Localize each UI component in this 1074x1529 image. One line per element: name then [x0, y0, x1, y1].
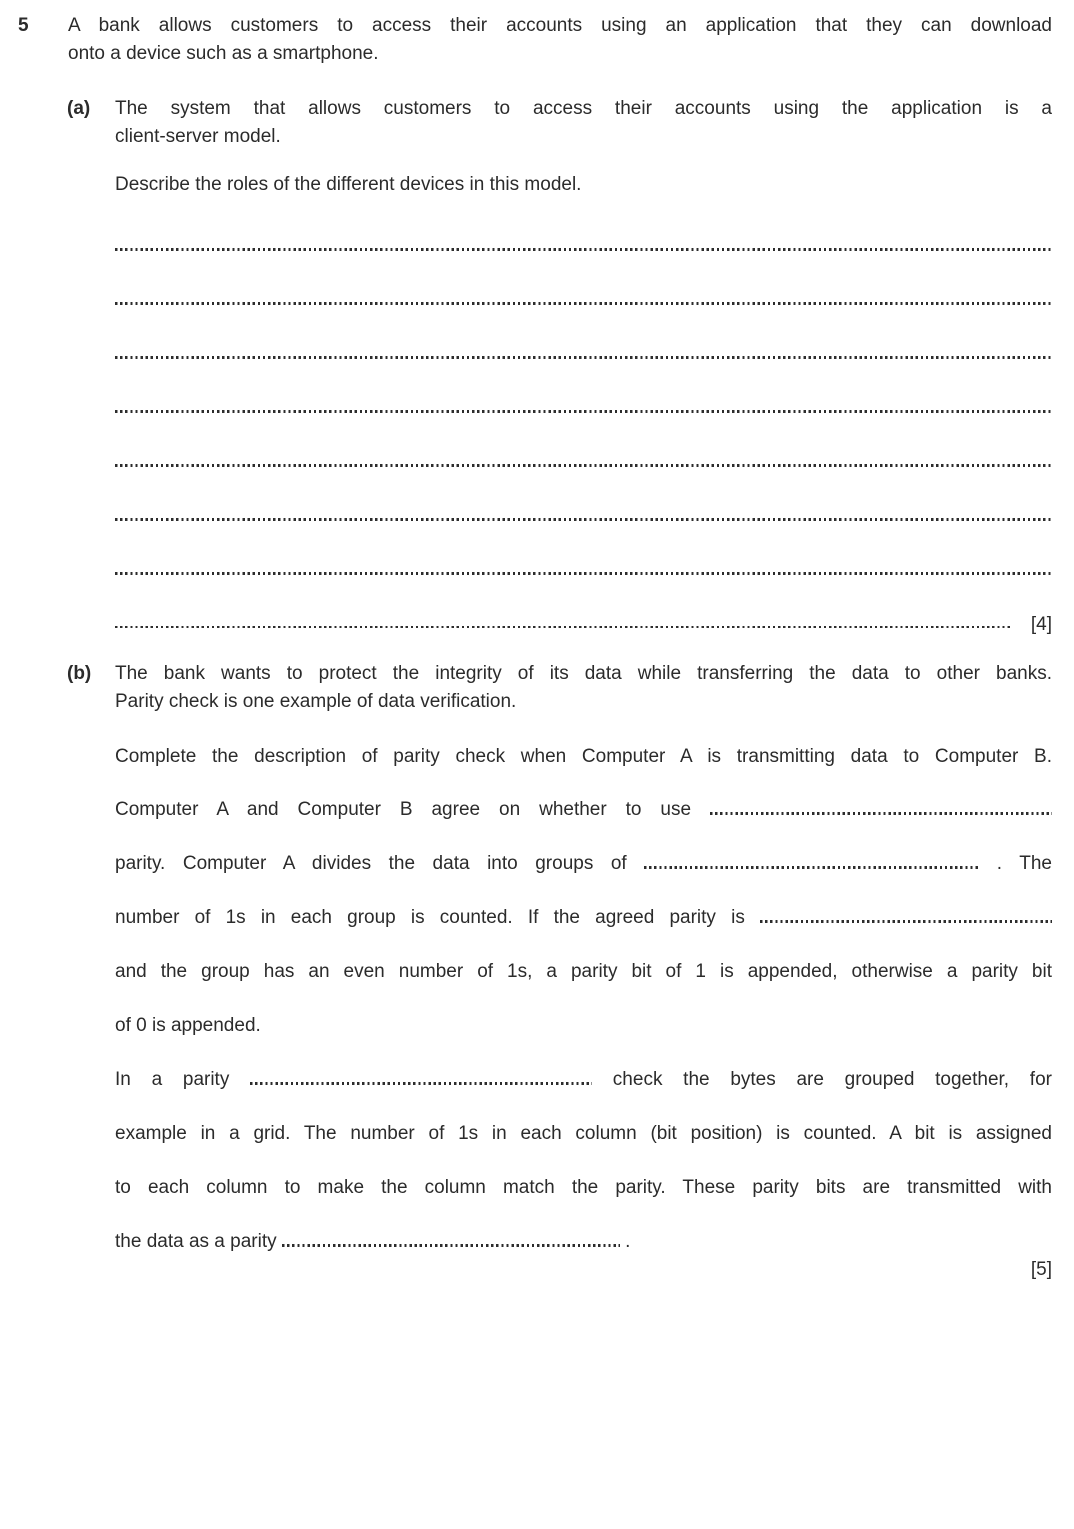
- fill-text: parity. Computer A divides the data into groups of: [115, 853, 645, 874]
- question-intro: [68, 12, 1052, 68]
- fill-line: [115, 958, 1052, 986]
- part-b-body: [115, 660, 1052, 1282]
- answer-line[interactable]: [115, 572, 1051, 575]
- fill-text: check the bytes are grouped together, for: [592, 1069, 1052, 1090]
- answer-blank[interactable]: [710, 812, 1052, 815]
- question-5: [18, 12, 1052, 68]
- answer-line[interactable]: [115, 356, 1051, 359]
- part-a-answer-area: [115, 248, 1052, 628]
- fill-line: [115, 1120, 1052, 1148]
- question-intro-line: onto a device such as a smartphone.: [68, 43, 379, 64]
- fill-line: [115, 1012, 1052, 1040]
- answer-line[interactable]: [115, 464, 1051, 467]
- answer-line[interactable]: [115, 302, 1051, 305]
- fill-line: [115, 850, 1052, 878]
- question-number: 5: [18, 15, 29, 36]
- fill-line: [115, 1174, 1052, 1202]
- part-a-body: [115, 95, 1052, 628]
- answer-line[interactable]: [115, 248, 1051, 251]
- answer-blank[interactable]: [250, 1082, 592, 1085]
- part-b-marks: [5]: [1030, 1259, 1052, 1280]
- answer-blank[interactable]: [282, 1244, 620, 1247]
- part-a-intro-line: client-server model.: [115, 126, 281, 147]
- fill-text: example in a grid. The number of 1s in each column (bit position) is counted. A bit is assigned: [115, 1123, 1052, 1144]
- answer-blank[interactable]: [644, 866, 979, 869]
- part-a-intro-line: The system that allows customers to access their accounts using the application is a: [115, 98, 1052, 119]
- answer-line[interactable]: [115, 626, 1010, 629]
- part-b-intro-line: The bank wants to protect the integrity of its data while transferring the data to other banks.: [115, 663, 1052, 684]
- part-b-intro-line: Parity check is one example of data verification.: [115, 691, 517, 712]
- part-a-label: (a): [67, 98, 91, 119]
- fill-line: [115, 1228, 1052, 1256]
- part-a-prompt: Describe the roles of the different devices in this model.: [115, 174, 582, 195]
- fill-text: .: [619, 1231, 631, 1252]
- fill-text: the data as a parity: [115, 1231, 282, 1252]
- part-a-marks: [4]: [1030, 614, 1052, 635]
- part-b-fill-area: [115, 796, 1052, 1256]
- fill-text: . The: [979, 853, 1052, 874]
- fill-text: number of 1s in each group is counted. If the agreed parity is: [115, 907, 760, 928]
- question-intro-line: A bank allows customers to access their accounts using an application that they can download: [68, 15, 1052, 36]
- fill-text: Computer A and Computer B agree on whether to use: [115, 799, 710, 820]
- fill-text: and the group has an even number of 1s, a parity bit of 1 is appended, otherwise a parity bit: [115, 961, 1052, 982]
- answer-line[interactable]: [115, 410, 1051, 413]
- part-b: [67, 660, 1052, 1282]
- part-b-prompt: Complete the description of parity check when Computer A is transmitting data to Computer B.: [115, 746, 1052, 767]
- answer-blank[interactable]: [760, 920, 1052, 923]
- fill-line: [115, 796, 1052, 824]
- answer-line[interactable]: [115, 518, 1051, 521]
- fill-line: [115, 1066, 1052, 1094]
- fill-line: [115, 904, 1052, 932]
- fill-text: In a parity: [115, 1069, 251, 1090]
- fill-text: to each column to make the column match the parity. These parity bits are transmitted with: [115, 1177, 1052, 1198]
- part-b-label: (b): [67, 663, 92, 684]
- part-a: [67, 95, 1052, 628]
- fill-text: of 0 is appended.: [115, 1015, 261, 1036]
